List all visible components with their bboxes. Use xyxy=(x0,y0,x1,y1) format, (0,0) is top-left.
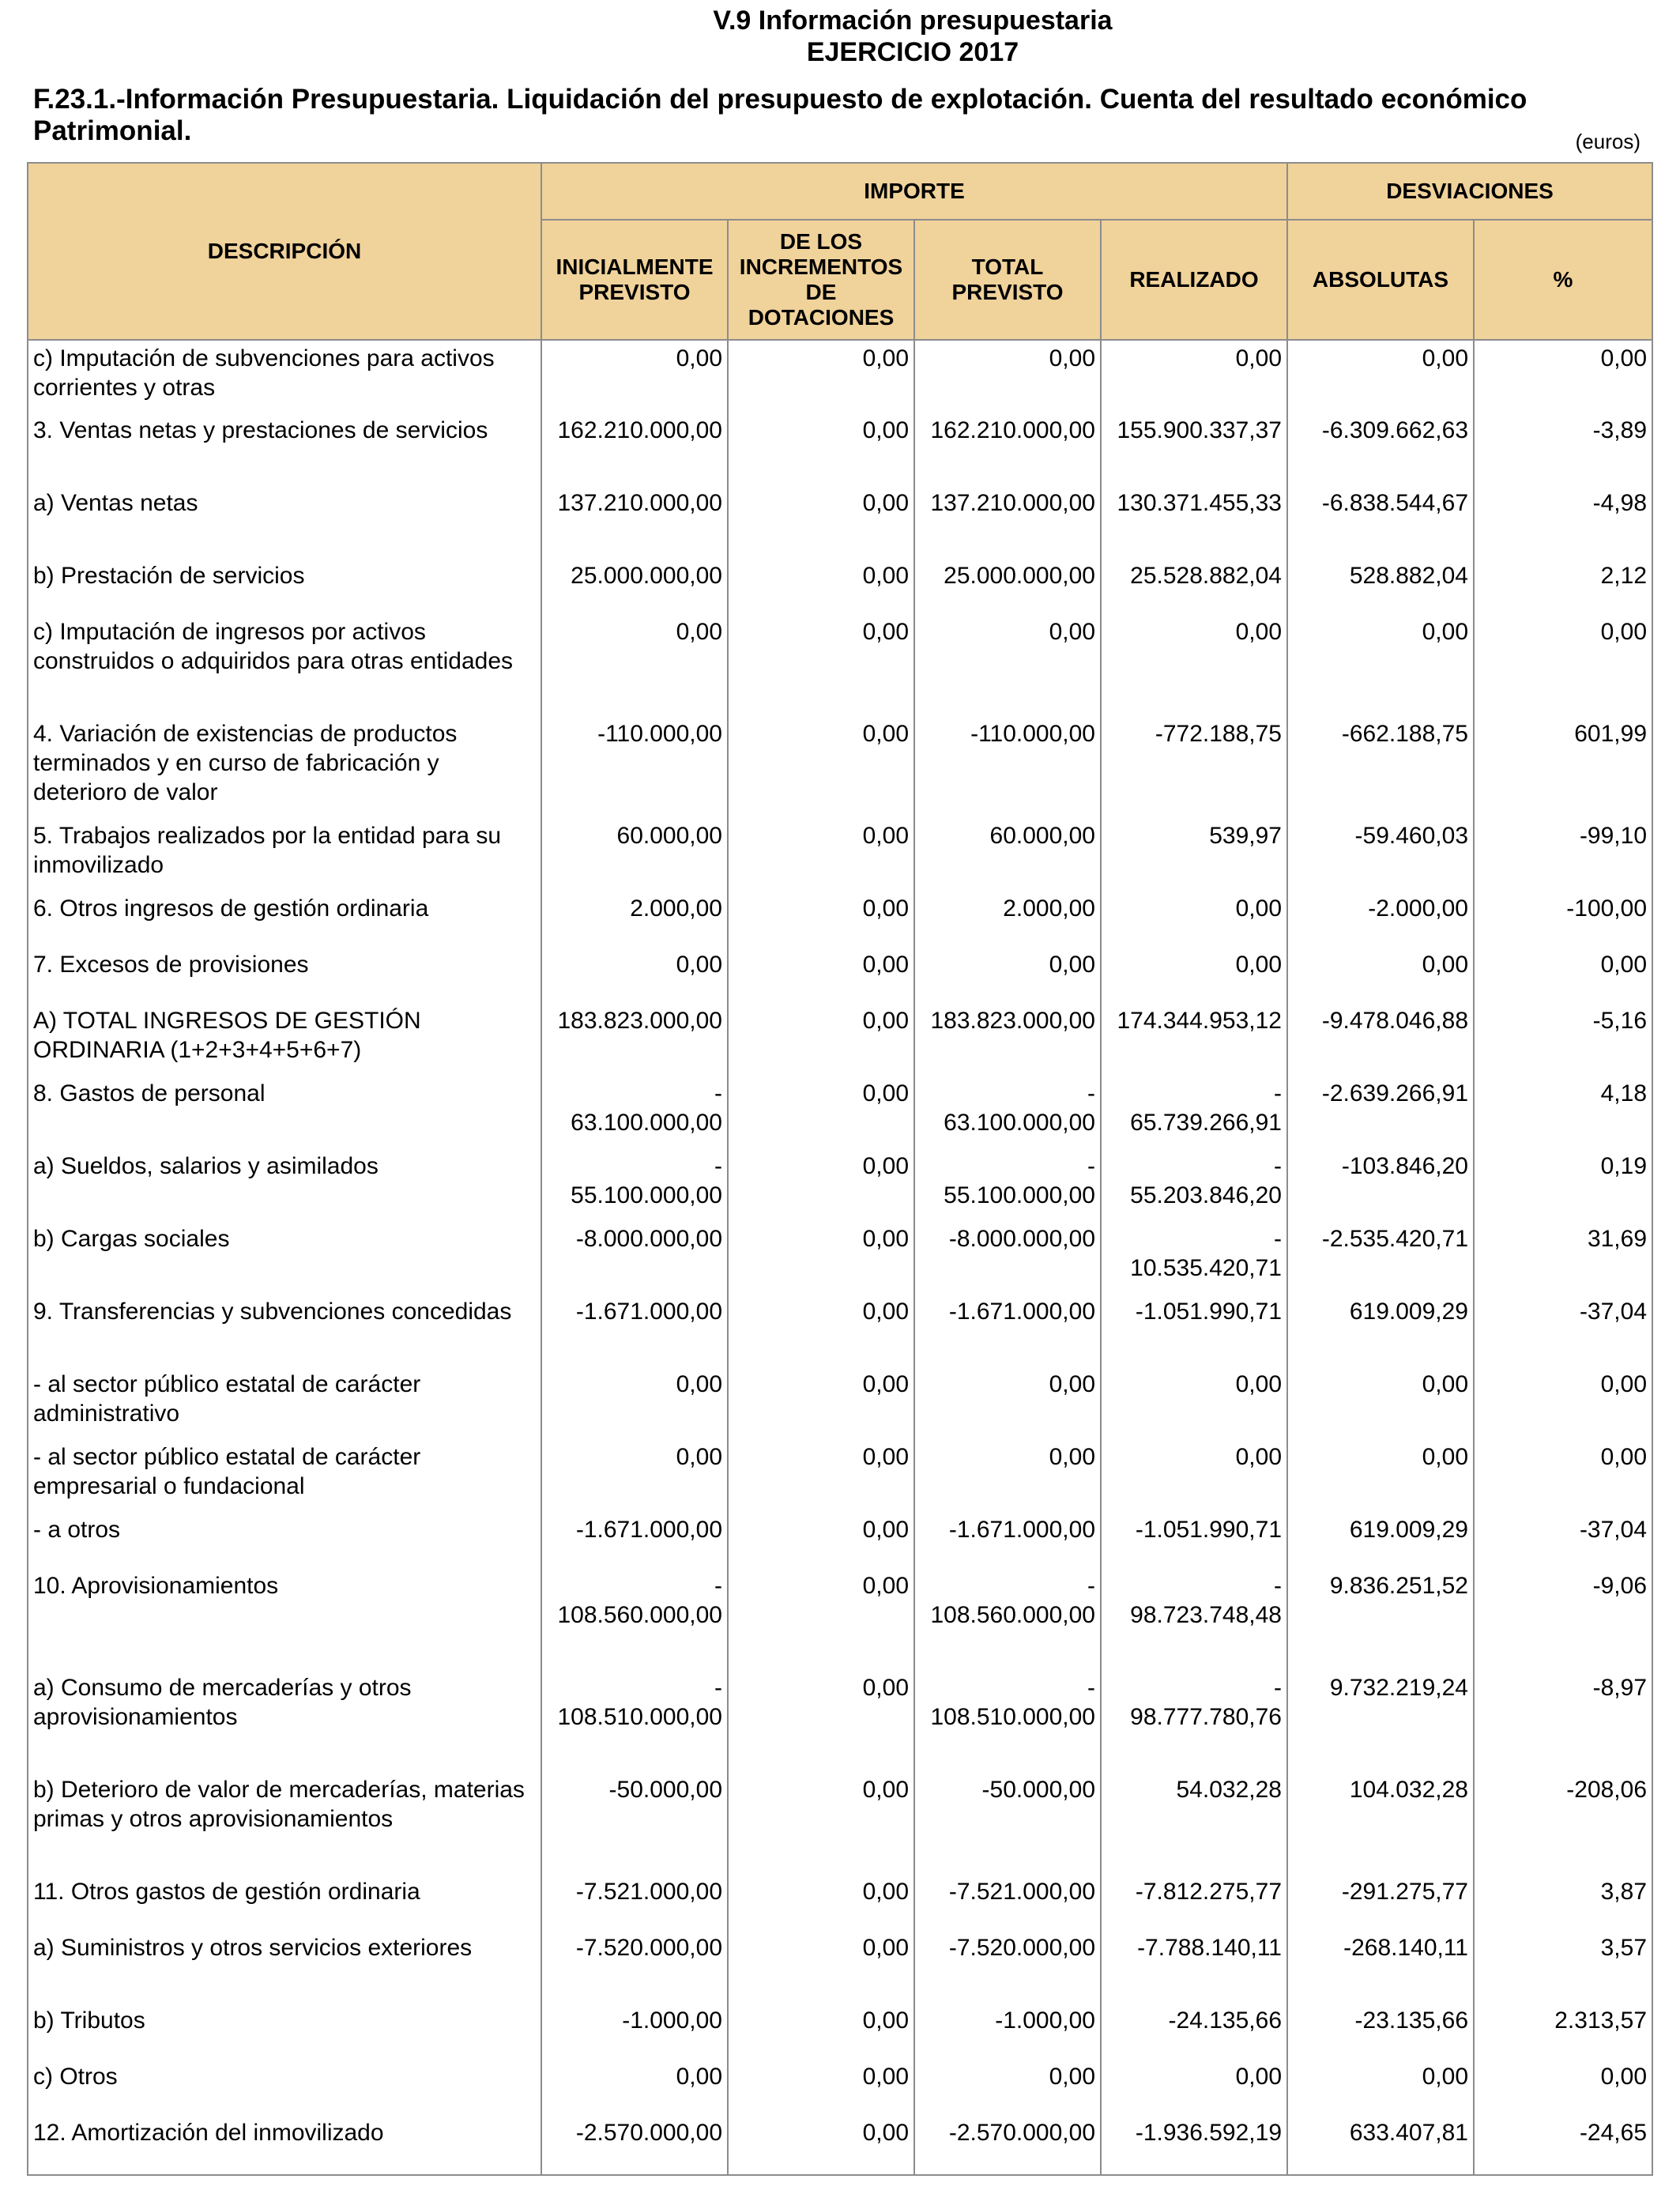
cell-porcentaje: 0,00 xyxy=(1474,947,1652,1003)
cell-total-previsto: 0,00 xyxy=(914,2059,1101,2115)
cell-porcentaje: -208,06 xyxy=(1474,1772,1652,1874)
cell-total-previsto: -50.000,00 xyxy=(914,1772,1101,1874)
cell-porcentaje: 0,19 xyxy=(1474,1148,1652,1221)
cell-realizado: -7.812.275,77 xyxy=(1101,1874,1287,1930)
cell-total-previsto: -2.570.000,00 xyxy=(914,2115,1101,2175)
cell-realizado: -7.788.140,11 xyxy=(1101,1930,1287,2003)
cell-incrementos-dotaciones: 0,00 xyxy=(728,716,914,818)
cell-porcentaje: -24,65 xyxy=(1474,2115,1652,2175)
cell-total-previsto: 0,00 xyxy=(914,1367,1101,1439)
row-description: 5. Trabajos realizados por la entidad para su inmovilizado xyxy=(28,818,541,891)
header-importe: IMPORTE xyxy=(541,163,1287,220)
row-description: 8. Gastos de personal xyxy=(28,1076,541,1148)
row-description: b) Tributos xyxy=(28,2003,541,2059)
cell-inicialmente-previsto: 0,00 xyxy=(541,340,728,413)
cell-incrementos-dotaciones: 0,00 xyxy=(728,1148,914,1221)
cell-inicialmente-previsto: 0,00 xyxy=(541,1367,728,1439)
row-description: 7. Excesos de provisiones xyxy=(28,947,541,1003)
cell-porcentaje: -37,04 xyxy=(1474,1512,1652,1568)
row-description: - al sector público estatal de carácter administrativo xyxy=(28,1367,541,1439)
cell-absolutas: 0,00 xyxy=(1287,1367,1474,1439)
cell-total-previsto: 60.000,00 xyxy=(914,818,1101,891)
table-row xyxy=(28,1294,1652,1367)
cell-absolutas: 528.882,04 xyxy=(1287,558,1474,614)
header-descripcion: DESCRIPCIÓN xyxy=(28,163,541,340)
cell-total-previsto: 0,00 xyxy=(914,614,1101,716)
cell-incrementos-dotaciones: 0,00 xyxy=(728,947,914,1003)
table-row xyxy=(28,1670,1652,1772)
cell-total-previsto: - 108.560.000,00 xyxy=(914,1568,1101,1670)
cell-total-previsto: - 63.100.000,00 xyxy=(914,1076,1101,1148)
cell-inicialmente-previsto: 183.823.000,00 xyxy=(541,1003,728,1076)
cell-porcentaje: 2.313,57 xyxy=(1474,2003,1652,2059)
table-row xyxy=(28,485,1652,558)
cell-realizado: - 10.535.420,71 xyxy=(1101,1221,1287,1294)
cell-incrementos-dotaciones: 0,00 xyxy=(728,818,914,891)
cell-realizado: -1.936.592,19 xyxy=(1101,2115,1287,2175)
cell-realizado: 539,97 xyxy=(1101,818,1287,891)
table-row xyxy=(28,1439,1652,1512)
row-description: A) TOTAL INGRESOS DE GESTIÓN ORDINARIA (1+2+3+4+5+6+7) xyxy=(28,1003,541,1076)
cell-absolutas: 9.836.251,52 xyxy=(1287,1568,1474,1670)
cell-inicialmente-previsto: 0,00 xyxy=(541,947,728,1003)
cell-inicialmente-previsto: 60.000,00 xyxy=(541,818,728,891)
cell-total-previsto: -1.671.000,00 xyxy=(914,1294,1101,1367)
cell-porcentaje: 601,99 xyxy=(1474,716,1652,818)
row-description: 4. Variación de existencias de productos terminados y en curso de fabricación y deterioro de valor xyxy=(28,716,541,818)
cell-absolutas: -59.460,03 xyxy=(1287,818,1474,891)
table-row xyxy=(28,1003,1652,1076)
cell-absolutas: 0,00 xyxy=(1287,340,1474,413)
row-description: a) Suministros y otros servicios exteriores xyxy=(28,1930,541,2003)
header-porcentaje: % xyxy=(1474,220,1652,340)
cell-realizado: -772.188,75 xyxy=(1101,716,1287,818)
row-description: b) Deterioro de valor de mercaderías, materias primas y otros aprovisionamientos xyxy=(28,1772,541,1874)
report-title-line2: EJERCICIO 2017 xyxy=(806,37,1019,67)
cell-absolutas: 619.009,29 xyxy=(1287,1512,1474,1568)
cell-realizado: 0,00 xyxy=(1101,947,1287,1003)
table-row xyxy=(28,716,1652,818)
cell-incrementos-dotaciones: 0,00 xyxy=(728,1221,914,1294)
cell-porcentaje: -37,04 xyxy=(1474,1294,1652,1367)
row-description: c) Imputación de ingresos por activos construidos o adquiridos para otras entidades xyxy=(28,614,541,716)
cell-porcentaje: 2,12 xyxy=(1474,558,1652,614)
cell-porcentaje: 0,00 xyxy=(1474,614,1652,716)
cell-inicialmente-previsto: -1.000,00 xyxy=(541,2003,728,2059)
cell-total-previsto: -7.521.000,00 xyxy=(914,1874,1101,1930)
header-absolutas: ABSOLUTAS xyxy=(1287,220,1474,340)
table-row xyxy=(28,2059,1652,2115)
cell-absolutas: 0,00 xyxy=(1287,614,1474,716)
cell-inicialmente-previsto: - 63.100.000,00 xyxy=(541,1076,728,1148)
cell-incrementos-dotaciones: 0,00 xyxy=(728,1772,914,1874)
cell-total-previsto: -110.000,00 xyxy=(914,716,1101,818)
table-row xyxy=(28,818,1652,891)
cell-inicialmente-previsto: 25.000.000,00 xyxy=(541,558,728,614)
cell-realizado: - 65.739.266,91 xyxy=(1101,1076,1287,1148)
table-row xyxy=(28,1874,1652,1930)
cell-incrementos-dotaciones: 0,00 xyxy=(728,1439,914,1512)
cell-inicialmente-previsto: -8.000.000,00 xyxy=(541,1221,728,1294)
cell-absolutas: 619.009,29 xyxy=(1287,1294,1474,1367)
cell-porcentaje: 3,87 xyxy=(1474,1874,1652,1930)
cell-incrementos-dotaciones: 0,00 xyxy=(728,485,914,558)
cell-total-previsto: - 108.510.000,00 xyxy=(914,1670,1101,1772)
cell-realizado: 54.032,28 xyxy=(1101,1772,1287,1874)
cell-total-previsto: 183.823.000,00 xyxy=(914,1003,1101,1076)
row-description: 10. Aprovisionamientos xyxy=(28,1568,541,1670)
cell-realizado: - 55.203.846,20 xyxy=(1101,1148,1287,1221)
row-description: 9. Transferencias y subvenciones concedidas xyxy=(28,1294,541,1367)
cell-porcentaje: 0,00 xyxy=(1474,340,1652,413)
table-row xyxy=(28,1512,1652,1568)
cell-incrementos-dotaciones: 0,00 xyxy=(728,2115,914,2175)
cell-total-previsto: -1.671.000,00 xyxy=(914,1512,1101,1568)
cell-porcentaje: -4,98 xyxy=(1474,485,1652,558)
cell-total-previsto: 0,00 xyxy=(914,340,1101,413)
cell-inicialmente-previsto: -7.520.000,00 xyxy=(541,1930,728,2003)
cell-total-previsto: -8.000.000,00 xyxy=(914,1221,1101,1294)
cell-total-previsto: - 55.100.000,00 xyxy=(914,1148,1101,1221)
cell-porcentaje: 3,57 xyxy=(1474,1930,1652,2003)
table-row xyxy=(28,1076,1652,1148)
cell-inicialmente-previsto: 0,00 xyxy=(541,2059,728,2115)
cell-total-previsto: 25.000.000,00 xyxy=(914,558,1101,614)
cell-inicialmente-previsto: 0,00 xyxy=(541,614,728,716)
table-header-row-top xyxy=(28,163,1652,220)
cell-incrementos-dotaciones: 0,00 xyxy=(728,1874,914,1930)
cell-absolutas: -6.309.662,63 xyxy=(1287,413,1474,485)
cell-realizado: 0,00 xyxy=(1101,891,1287,947)
cell-incrementos-dotaciones: 0,00 xyxy=(728,1294,914,1367)
cell-porcentaje: -9,06 xyxy=(1474,1568,1652,1670)
row-description: b) Cargas sociales xyxy=(28,1221,541,1294)
cell-incrementos-dotaciones: 0,00 xyxy=(728,614,914,716)
row-description: - a otros xyxy=(28,1512,541,1568)
cell-inicialmente-previsto: -2.570.000,00 xyxy=(541,2115,728,2175)
cell-realizado: 0,00 xyxy=(1101,340,1287,413)
cell-inicialmente-previsto: -110.000,00 xyxy=(541,716,728,818)
table-row xyxy=(28,413,1652,485)
header-incrementos-dotaciones: DE LOS INCREMENTOS DE DOTACIONES xyxy=(728,220,914,340)
table-row xyxy=(28,1221,1652,1294)
cell-incrementos-dotaciones: 0,00 xyxy=(728,1930,914,2003)
cell-porcentaje: -3,89 xyxy=(1474,413,1652,485)
cell-incrementos-dotaciones: 0,00 xyxy=(728,1670,914,1772)
report-subtitle: F.23.1.-Información Presupuestaria. Liquidación del presupuesto de explotación. Cuenta del resultado económico Patrimonial. xyxy=(33,84,1527,146)
table-row xyxy=(28,947,1652,1003)
cell-realizado: 0,00 xyxy=(1101,2059,1287,2115)
cell-absolutas: -662.188,75 xyxy=(1287,716,1474,818)
cell-total-previsto: 162.210.000,00 xyxy=(914,413,1101,485)
table-row xyxy=(28,558,1652,614)
table-body xyxy=(28,340,1652,2175)
cell-realizado: -1.051.990,71 xyxy=(1101,1512,1287,1568)
cell-incrementos-dotaciones: 0,00 xyxy=(728,2003,914,2059)
cell-absolutas: 633.407,81 xyxy=(1287,2115,1474,2175)
cell-incrementos-dotaciones: 0,00 xyxy=(728,1568,914,1670)
cell-absolutas: -9.478.046,88 xyxy=(1287,1003,1474,1076)
header-desviaciones: DESVIACIONES xyxy=(1287,163,1652,220)
cell-inicialmente-previsto: -1.671.000,00 xyxy=(541,1294,728,1367)
header-realizado: REALIZADO xyxy=(1101,220,1287,340)
cell-absolutas: -2.000,00 xyxy=(1287,891,1474,947)
cell-inicialmente-previsto: - 108.560.000,00 xyxy=(541,1568,728,1670)
row-description: - al sector público estatal de carácter empresarial o fundacional xyxy=(28,1439,541,1512)
cell-total-previsto: 0,00 xyxy=(914,1439,1101,1512)
cell-realizado: - 98.777.780,76 xyxy=(1101,1670,1287,1772)
cell-inicialmente-previsto: -7.521.000,00 xyxy=(541,1874,728,1930)
cell-total-previsto: -7.520.000,00 xyxy=(914,1930,1101,2003)
cell-incrementos-dotaciones: 0,00 xyxy=(728,413,914,485)
row-description: a) Ventas netas xyxy=(28,485,541,558)
cell-porcentaje: 31,69 xyxy=(1474,1221,1652,1294)
cell-incrementos-dotaciones: 0,00 xyxy=(728,2059,914,2115)
budget-table xyxy=(27,162,1653,2176)
table-row xyxy=(28,2115,1652,2175)
cell-absolutas: 9.732.219,24 xyxy=(1287,1670,1474,1772)
cell-porcentaje: -99,10 xyxy=(1474,818,1652,891)
table-row xyxy=(28,891,1652,947)
cell-total-previsto: 0,00 xyxy=(914,947,1101,1003)
row-description: a) Sueldos, salarios y asimilados xyxy=(28,1148,541,1221)
cell-inicialmente-previsto: - 55.100.000,00 xyxy=(541,1148,728,1221)
table-row xyxy=(28,1367,1652,1439)
table-row xyxy=(28,340,1652,413)
cell-realizado: 0,00 xyxy=(1101,1367,1287,1439)
cell-incrementos-dotaciones: 0,00 xyxy=(728,558,914,614)
row-description: 12. Amortización del inmovilizado xyxy=(28,2115,541,2175)
cell-absolutas: -103.846,20 xyxy=(1287,1148,1474,1221)
cell-realizado: -1.051.990,71 xyxy=(1101,1294,1287,1367)
cell-absolutas: 0,00 xyxy=(1287,2059,1474,2115)
cell-absolutas: 0,00 xyxy=(1287,947,1474,1003)
cell-absolutas: -2.639.266,91 xyxy=(1287,1076,1474,1148)
table-row xyxy=(28,2003,1652,2059)
row-description: c) Otros xyxy=(28,2059,541,2115)
cell-total-previsto: 2.000,00 xyxy=(914,891,1101,947)
cell-incrementos-dotaciones: 0,00 xyxy=(728,340,914,413)
cell-porcentaje: 0,00 xyxy=(1474,1367,1652,1439)
header-inicialmente-previsto: INICIALMENTE PREVISTO xyxy=(541,220,728,340)
table-row xyxy=(28,614,1652,716)
table-row xyxy=(28,1930,1652,2003)
cell-absolutas: -291.275,77 xyxy=(1287,1874,1474,1930)
cell-total-previsto: 137.210.000,00 xyxy=(914,485,1101,558)
cell-absolutas: -268.140,11 xyxy=(1287,1930,1474,2003)
cell-absolutas: -2.535.420,71 xyxy=(1287,1221,1474,1294)
cell-incrementos-dotaciones: 0,00 xyxy=(728,891,914,947)
cell-realizado: 155.900.337,37 xyxy=(1101,413,1287,485)
cell-inicialmente-previsto: - 108.510.000,00 xyxy=(541,1670,728,1772)
cell-realizado: 0,00 xyxy=(1101,1439,1287,1512)
cell-realizado: 174.344.953,12 xyxy=(1101,1003,1287,1076)
cell-absolutas: -23.135,66 xyxy=(1287,2003,1474,2059)
cell-realizado: 25.528.882,04 xyxy=(1101,558,1287,614)
row-description: c) Imputación de subvenciones para activos corrientes y otras xyxy=(28,340,541,413)
cell-incrementos-dotaciones: 0,00 xyxy=(728,1512,914,1568)
table-row xyxy=(28,1772,1652,1874)
units-label: (euros) xyxy=(1575,130,1640,153)
cell-inicialmente-previsto: 0,00 xyxy=(541,1439,728,1512)
cell-porcentaje: -100,00 xyxy=(1474,891,1652,947)
cell-absolutas: 0,00 xyxy=(1287,1439,1474,1512)
row-description: b) Prestación de servicios xyxy=(28,558,541,614)
cell-incrementos-dotaciones: 0,00 xyxy=(728,1367,914,1439)
cell-porcentaje: 0,00 xyxy=(1474,2059,1652,2115)
report-title xyxy=(0,5,1680,68)
cell-incrementos-dotaciones: 0,00 xyxy=(728,1003,914,1076)
header-total-previsto: TOTAL PREVISTO xyxy=(914,220,1101,340)
cell-inicialmente-previsto: -50.000,00 xyxy=(541,1772,728,1874)
cell-porcentaje: -8,97 xyxy=(1474,1670,1652,1772)
cell-realizado: -24.135,66 xyxy=(1101,2003,1287,2059)
cell-realizado: 130.371.455,33 xyxy=(1101,485,1287,558)
table-row xyxy=(28,1568,1652,1670)
cell-realizado: 0,00 xyxy=(1101,614,1287,716)
cell-inicialmente-previsto: 137.210.000,00 xyxy=(541,485,728,558)
row-description: a) Consumo de mercaderías y otros aprovisionamientos xyxy=(28,1670,541,1772)
cell-absolutas: 104.032,28 xyxy=(1287,1772,1474,1874)
cell-absolutas: -6.838.544,67 xyxy=(1287,485,1474,558)
cell-realizado: - 98.723.748,48 xyxy=(1101,1568,1287,1670)
cell-incrementos-dotaciones: 0,00 xyxy=(728,1076,914,1148)
cell-porcentaje: 0,00 xyxy=(1474,1439,1652,1512)
row-description: 6. Otros ingresos de gestión ordinaria xyxy=(28,891,541,947)
cell-inicialmente-previsto: 2.000,00 xyxy=(541,891,728,947)
row-description: 3. Ventas netas y prestaciones de servicios xyxy=(28,413,541,485)
cell-porcentaje: 4,18 xyxy=(1474,1076,1652,1148)
table-row xyxy=(28,1148,1652,1221)
cell-inicialmente-previsto: -1.671.000,00 xyxy=(541,1512,728,1568)
row-description: 11. Otros gastos de gestión ordinaria xyxy=(28,1874,541,1930)
cell-total-previsto: -1.000,00 xyxy=(914,2003,1101,2059)
report-title-line1: V.9 Información presupuestaria xyxy=(713,6,1113,36)
cell-porcentaje: -5,16 xyxy=(1474,1003,1652,1076)
cell-inicialmente-previsto: 162.210.000,00 xyxy=(541,413,728,485)
